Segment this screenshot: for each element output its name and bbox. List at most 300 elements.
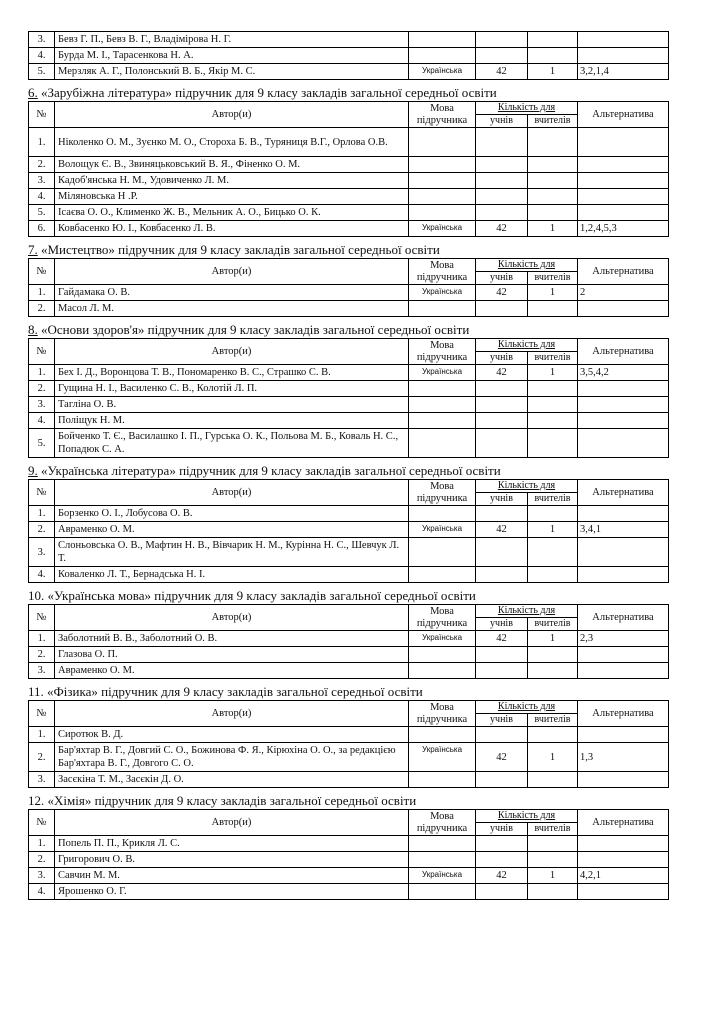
header-count-group <box>476 102 578 115</box>
header-number: № <box>29 259 55 285</box>
row-teachers-count <box>528 884 578 900</box>
row-students-count <box>476 397 528 413</box>
table-row <box>29 663 669 679</box>
row-language <box>409 884 476 900</box>
row-number: 5. <box>29 64 55 80</box>
section-title <box>28 463 699 478</box>
row-teachers-count: 1 <box>528 365 578 381</box>
row-alternative: 1,3 <box>578 743 669 772</box>
row-alternative <box>578 663 669 679</box>
header-teachers: вчителів <box>528 714 578 727</box>
row-number: 3. <box>29 663 55 679</box>
section-number: 11. <box>28 684 44 699</box>
table-head <box>29 339 669 365</box>
table-row <box>29 852 669 868</box>
row-alternative: 2,3 <box>578 631 669 647</box>
row-students-count <box>476 128 528 157</box>
row-authors: Глазова О. П. <box>55 647 409 663</box>
row-teachers-count: 1 <box>528 868 578 884</box>
header-count-group <box>476 480 578 493</box>
row-language <box>409 429 476 458</box>
row-teachers-count <box>528 397 578 413</box>
row-language: Українська <box>409 631 476 647</box>
row-authors: Поліщук Н. М. <box>55 413 409 429</box>
header-alternative: Альтернатива <box>578 480 669 506</box>
header-authors: Автор(и) <box>55 339 409 365</box>
row-alternative <box>578 48 669 64</box>
section-title <box>28 684 699 699</box>
textbook-table <box>28 479 669 583</box>
table-row <box>29 157 669 173</box>
row-teachers-count <box>528 663 578 679</box>
row-language <box>409 663 476 679</box>
textbook-table <box>28 604 669 679</box>
row-language <box>409 205 476 221</box>
row-teachers-count: 1 <box>528 631 578 647</box>
header-alternative: Альтернатива <box>578 339 669 365</box>
row-authors: Заболотний В. В., Заболотний О. В. <box>55 631 409 647</box>
textbook-table <box>28 700 669 788</box>
header-count-label: Кількість для <box>497 259 556 270</box>
row-authors: Бех І. Д., Воронцова Т. В., Пономаренко В. С., Страшко С. В. <box>55 365 409 381</box>
row-alternative <box>578 852 669 868</box>
row-language <box>409 852 476 868</box>
table-row <box>29 538 669 567</box>
section-number: 9. <box>28 463 38 478</box>
row-authors: Бойченко Т. Є., Василашко І. П., Гурська О. К., Польова М. Б., Коваль Н. С., Попадюк С. А. <box>55 429 409 458</box>
row-number: 2. <box>29 522 55 538</box>
row-language <box>409 48 476 64</box>
row-number: 1. <box>29 128 55 157</box>
table-row <box>29 48 669 64</box>
header-count-group <box>476 259 578 272</box>
row-alternative <box>578 413 669 429</box>
row-students-count: 42 <box>476 285 528 301</box>
row-number: 6. <box>29 221 55 237</box>
row-number: 2. <box>29 852 55 868</box>
section-title-text: «Хімія» підручник для 9 класу закладів загальної середньої освіти <box>47 793 417 808</box>
table-row <box>29 868 669 884</box>
table-row <box>29 173 669 189</box>
header-authors: Автор(и) <box>55 102 409 128</box>
table-row <box>29 381 669 397</box>
table-row <box>29 189 669 205</box>
row-number: 4. <box>29 48 55 64</box>
row-alternative: 3,2,1,4 <box>578 64 669 80</box>
row-teachers-count <box>528 189 578 205</box>
header-authors: Автор(и) <box>55 259 409 285</box>
row-authors: Ярошенко О. Г. <box>55 884 409 900</box>
row-students-count: 42 <box>476 631 528 647</box>
header-authors: Автор(и) <box>55 810 409 836</box>
row-number: 1. <box>29 631 55 647</box>
row-alternative <box>578 836 669 852</box>
row-language <box>409 647 476 663</box>
row-alternative: 3,4,1 <box>578 522 669 538</box>
header-number: № <box>29 102 55 128</box>
table-body <box>29 128 669 237</box>
row-students-count <box>476 663 528 679</box>
row-number: 4. <box>29 567 55 583</box>
header-alternative: Альтернатива <box>578 605 669 631</box>
table-row <box>29 743 669 772</box>
table-top-continuation <box>28 31 669 80</box>
table-head <box>29 102 669 128</box>
row-authors: Григорович О. В. <box>55 852 409 868</box>
table-row <box>29 128 669 157</box>
row-authors: Слоньовська О. В., Мафтин Н. В., Вівчарик Н. М., Курінна Н. С., Шевчук Л. Т. <box>55 538 409 567</box>
row-alternative <box>578 173 669 189</box>
row-number: 4. <box>29 189 55 205</box>
header-language: Мова підручника <box>409 102 476 128</box>
row-teachers-count <box>528 32 578 48</box>
section-title <box>28 322 699 337</box>
header-language: Мова підручника <box>409 259 476 285</box>
row-language <box>409 727 476 743</box>
row-authors: Гайдамака О. В. <box>55 285 409 301</box>
header-authors: Автор(и) <box>55 480 409 506</box>
section-title-text: «Мистецтво» підручник для 9 класу закладів загальної середньої освіти <box>41 242 440 257</box>
textbook-table <box>28 338 669 458</box>
table-row <box>29 32 669 48</box>
header-students: учнів <box>476 493 528 506</box>
row-students-count <box>476 772 528 788</box>
row-authors: Засєкіна Т. М., Засєкін Д. О. <box>55 772 409 788</box>
table-body <box>29 631 669 679</box>
table-row <box>29 631 669 647</box>
row-students-count <box>476 884 528 900</box>
row-number: 2. <box>29 381 55 397</box>
table-row <box>29 567 669 583</box>
row-teachers-count <box>528 538 578 567</box>
row-teachers-count <box>528 727 578 743</box>
table-header-row <box>29 810 669 823</box>
row-teachers-count <box>528 48 578 64</box>
row-students-count: 42 <box>476 64 528 80</box>
row-number: 3. <box>29 868 55 884</box>
header-students: учнів <box>476 714 528 727</box>
table-header-row <box>29 701 669 714</box>
header-alternative: Альтернатива <box>578 259 669 285</box>
row-teachers-count <box>528 836 578 852</box>
row-teachers-count <box>528 429 578 458</box>
row-authors: Авраменко О. М. <box>55 522 409 538</box>
row-authors: Коваленко Л. Т., Бернадська Н. І. <box>55 567 409 583</box>
row-authors: Тагліна О. В. <box>55 397 409 413</box>
row-alternative <box>578 381 669 397</box>
row-students-count: 42 <box>476 868 528 884</box>
row-language: Українська <box>409 221 476 237</box>
header-count-label: Кількість для <box>497 810 556 821</box>
row-language <box>409 506 476 522</box>
row-teachers-count: 1 <box>528 522 578 538</box>
row-number: 2. <box>29 301 55 317</box>
row-authors: Сиротюк В. Д. <box>55 727 409 743</box>
row-alternative <box>578 157 669 173</box>
row-authors: Мерзляк А. Г., Полонський В. Б., Якір М. С. <box>55 64 409 80</box>
row-alternative: 1,2,4,5,3 <box>578 221 669 237</box>
row-teachers-count <box>528 506 578 522</box>
table-row <box>29 285 669 301</box>
table-row <box>29 522 669 538</box>
section-number: 7. <box>28 242 38 257</box>
textbook-table <box>28 101 669 237</box>
header-teachers: вчителів <box>528 352 578 365</box>
header-count-label: Кількість для <box>497 701 556 712</box>
section-number: 8. <box>28 322 38 337</box>
header-number: № <box>29 810 55 836</box>
row-language: Українська <box>409 743 476 772</box>
row-alternative <box>578 506 669 522</box>
row-language <box>409 397 476 413</box>
table-header-row <box>29 480 669 493</box>
header-count-group <box>476 605 578 618</box>
row-number: 3. <box>29 397 55 413</box>
section-title-text: «Основи здоров'я» підручник для 9 класу закладів загальної середньої освіти <box>41 322 470 337</box>
header-teachers: вчителів <box>528 272 578 285</box>
table-body <box>29 365 669 458</box>
row-number: 1. <box>29 836 55 852</box>
table-body <box>29 836 669 900</box>
table-row <box>29 836 669 852</box>
row-number: 1. <box>29 727 55 743</box>
row-alternative: 3,5,4,2 <box>578 365 669 381</box>
row-teachers-count <box>528 567 578 583</box>
header-alternative: Альтернатива <box>578 701 669 727</box>
table-row <box>29 365 669 381</box>
section-title-text: «Українська мова» підручник для 9 класу закладів загальної середньої освіти <box>47 588 476 603</box>
row-alternative <box>578 397 669 413</box>
row-students-count: 42 <box>476 743 528 772</box>
row-teachers-count <box>528 381 578 397</box>
row-students-count <box>476 189 528 205</box>
row-number: 3. <box>29 173 55 189</box>
document-page <box>27 0 699 900</box>
row-language: Українська <box>409 522 476 538</box>
row-authors: Ніколенко О. М., Зуєнко М. О., Стороха Б. В., Туряниця В.Г., Орлова О.В. <box>55 128 409 157</box>
row-teachers-count <box>528 173 578 189</box>
section-title <box>28 793 699 808</box>
row-students-count <box>476 506 528 522</box>
row-language: Українська <box>409 365 476 381</box>
header-language: Мова підручника <box>409 339 476 365</box>
header-students: учнів <box>476 823 528 836</box>
row-alternative <box>578 189 669 205</box>
row-number: 4. <box>29 413 55 429</box>
header-teachers: вчителів <box>528 618 578 631</box>
row-language <box>409 173 476 189</box>
row-authors: Масол Л. М. <box>55 301 409 317</box>
row-number: 4. <box>29 884 55 900</box>
header-count-group <box>476 339 578 352</box>
row-language <box>409 772 476 788</box>
row-number: 1. <box>29 365 55 381</box>
table-body <box>29 285 669 317</box>
textbook-table <box>28 258 669 317</box>
table-row <box>29 221 669 237</box>
row-authors: Гущина Н. І., Василенко С. В., Колотій Л. П. <box>55 381 409 397</box>
header-count-group <box>476 701 578 714</box>
row-language: Українська <box>409 868 476 884</box>
row-teachers-count <box>528 413 578 429</box>
row-students-count <box>476 836 528 852</box>
row-teachers-count <box>528 205 578 221</box>
section-title-text: «Фізика» підручник для 9 класу закладів загальної середньої освіти <box>47 684 423 699</box>
row-alternative <box>578 647 669 663</box>
header-language: Мова підручника <box>409 810 476 836</box>
row-alternative <box>578 429 669 458</box>
header-alternative: Альтернатива <box>578 810 669 836</box>
table-header-row <box>29 259 669 272</box>
row-students-count <box>476 32 528 48</box>
row-authors: Волощук Є. В., Звиняцьковський В. Я., Фіненко О. М. <box>55 157 409 173</box>
header-number: № <box>29 701 55 727</box>
header-students: учнів <box>476 618 528 631</box>
row-language <box>409 128 476 157</box>
header-count-label: Кількість для <box>497 102 556 113</box>
table-header-row <box>29 339 669 352</box>
header-students: учнів <box>476 352 528 365</box>
table-head <box>29 480 669 506</box>
section-title <box>28 242 699 257</box>
table-row <box>29 884 669 900</box>
row-authors: Кадоб'янська Н. М., Удовиченко Л. М. <box>55 173 409 189</box>
row-students-count <box>476 301 528 317</box>
row-authors: Міляновська Н .Р. <box>55 189 409 205</box>
row-authors: Попель П. П., Крикля Л. С. <box>55 836 409 852</box>
row-students-count <box>476 413 528 429</box>
section-number: 12. <box>28 793 45 808</box>
header-students: учнів <box>476 115 528 128</box>
row-authors: Борзенко О. І., Лобусова О. В. <box>55 506 409 522</box>
table-row <box>29 647 669 663</box>
header-count-label: Кількість для <box>497 605 556 616</box>
header-count-group <box>476 810 578 823</box>
header-teachers: вчителів <box>528 823 578 836</box>
row-students-count <box>476 727 528 743</box>
table-header-row <box>29 605 669 618</box>
row-number: 3. <box>29 772 55 788</box>
row-students-count <box>476 567 528 583</box>
row-language: Українська <box>409 64 476 80</box>
row-number: 1. <box>29 285 55 301</box>
table-row <box>29 301 669 317</box>
section-number: 10. <box>28 588 45 603</box>
row-authors: Ковбасенко Ю. І., Ковбасенко Л. В. <box>55 221 409 237</box>
row-number: 5. <box>29 429 55 458</box>
header-authors: Автор(и) <box>55 605 409 631</box>
section-title-text: «Українська література» підручник для 9 класу закладів загальної середньої освіти <box>41 463 501 478</box>
row-teachers-count: 1 <box>528 285 578 301</box>
row-number: 3. <box>29 32 55 48</box>
row-teachers-count <box>528 157 578 173</box>
textbook-table <box>28 809 669 900</box>
table-body <box>29 727 669 788</box>
table-body <box>29 32 669 80</box>
row-authors: Авраменко О. М. <box>55 663 409 679</box>
row-students-count <box>476 157 528 173</box>
row-students-count <box>476 381 528 397</box>
row-language <box>409 301 476 317</box>
header-authors: Автор(и) <box>55 701 409 727</box>
row-authors: Бурда М. І., Тарасенкова Н. А. <box>55 48 409 64</box>
row-number: 2. <box>29 647 55 663</box>
table-head <box>29 810 669 836</box>
section-title <box>28 85 699 100</box>
row-alternative <box>578 727 669 743</box>
row-language <box>409 567 476 583</box>
row-alternative <box>578 32 669 48</box>
row-teachers-count <box>528 647 578 663</box>
row-language <box>409 538 476 567</box>
row-alternative <box>578 128 669 157</box>
row-alternative <box>578 205 669 221</box>
row-students-count <box>476 647 528 663</box>
row-alternative <box>578 772 669 788</box>
row-alternative <box>578 538 669 567</box>
header-language: Мова підручника <box>409 480 476 506</box>
row-students-count <box>476 173 528 189</box>
row-number: 3. <box>29 538 55 567</box>
row-authors: Бевз Г. П., Бевз В. Г., Владімірова Н. Г. <box>55 32 409 48</box>
row-teachers-count <box>528 852 578 868</box>
row-teachers-count: 1 <box>528 221 578 237</box>
table-head <box>29 259 669 285</box>
table-row <box>29 205 669 221</box>
row-language <box>409 32 476 48</box>
row-language <box>409 157 476 173</box>
table-head <box>29 605 669 631</box>
row-students-count <box>476 852 528 868</box>
row-language <box>409 189 476 205</box>
row-alternative: 4,2,1 <box>578 868 669 884</box>
table-row <box>29 64 669 80</box>
section-title <box>28 588 699 603</box>
header-language: Мова підручника <box>409 605 476 631</box>
header-alternative: Альтернатива <box>578 102 669 128</box>
row-number: 2. <box>29 157 55 173</box>
row-number: 5. <box>29 205 55 221</box>
row-alternative: 2 <box>578 285 669 301</box>
row-students-count <box>476 429 528 458</box>
header-number: № <box>29 480 55 506</box>
header-students: учнів <box>476 272 528 285</box>
row-language <box>409 381 476 397</box>
row-language <box>409 836 476 852</box>
header-teachers: вчителів <box>528 493 578 506</box>
row-language: Українська <box>409 285 476 301</box>
row-students-count: 42 <box>476 365 528 381</box>
table-row <box>29 413 669 429</box>
row-teachers-count <box>528 301 578 317</box>
row-students-count: 42 <box>476 522 528 538</box>
header-count-label: Кількість для <box>497 339 556 350</box>
row-students-count <box>476 48 528 64</box>
row-number: 1. <box>29 506 55 522</box>
sections-container <box>27 85 699 900</box>
row-authors: Ісаєва О. О., Клименко Ж. В., Мельник А. О., Бицько О. К. <box>55 205 409 221</box>
table-row <box>29 727 669 743</box>
row-teachers-count: 1 <box>528 743 578 772</box>
table-header-row <box>29 102 669 115</box>
table-row <box>29 429 669 458</box>
row-number: 2. <box>29 743 55 772</box>
row-teachers-count <box>528 128 578 157</box>
header-count-label: Кількість для <box>497 480 556 491</box>
row-authors: Савчин М. М. <box>55 868 409 884</box>
row-teachers-count <box>528 772 578 788</box>
row-authors: Бар'яхтар В. Г., Довгий С. О., Божинова Ф. Я., Кірюхіна О. О., за редакцією Бар'яхтара В. Г., Довгого С. О. <box>55 743 409 772</box>
